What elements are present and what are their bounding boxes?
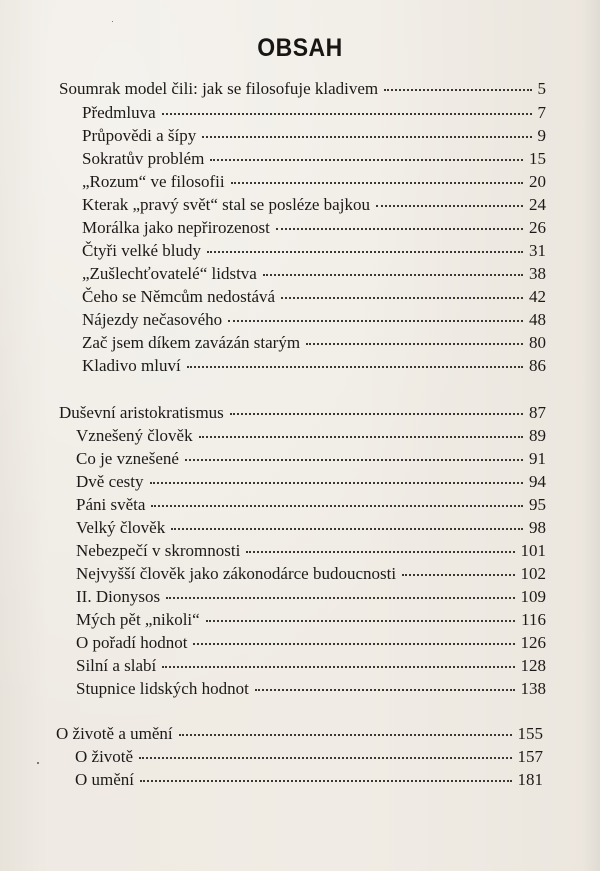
dot-leader [140,780,511,782]
toc-page-number: 87 [529,403,546,422]
toc-entry-title: Předmluva [82,103,156,122]
dot-leader [199,436,523,438]
dot-leader [255,689,515,691]
dot-leader [306,343,523,345]
toc-entry-title: Páni světa [76,495,146,514]
toc-entry [75,770,543,790]
toc-entry [76,472,546,492]
toc-page-number: 95 [529,495,546,514]
paper-speck [112,21,113,22]
toc-page-number: 101 [520,541,546,560]
dot-leader [402,574,514,576]
toc-page-number: 128 [520,656,546,675]
paper-speck [37,762,39,764]
toc-entry-title: Mých pět „nikoli“ [76,610,200,629]
toc-entry-title: „Zušlechťovatelé“ lidstva [82,264,257,283]
toc-entry [82,310,546,330]
toc-section-heading [59,403,546,423]
toc-entry [82,195,546,215]
dot-leader [263,274,523,276]
toc-entry [82,103,546,123]
toc-page-number: 116 [521,610,546,629]
dot-leader [193,643,514,645]
dot-leader [185,459,523,461]
toc-entry-title: Morálka jako nepřirozenost [82,218,270,237]
dot-leader [179,734,512,736]
toc-entry-title: Nejvyšší člověk jako zákonodárce budoucnosti [76,564,397,583]
toc-entry [82,356,546,376]
dot-leader [207,251,523,253]
toc-entry-title: „Rozum“ ve filosofii [82,172,225,191]
dot-leader [276,228,523,230]
toc-entry [76,633,546,653]
dot-leader [171,528,523,530]
toc-page-number: 42 [529,287,546,306]
toc-entry-title: Soumrak model čili: jak se filosofuje kladivem [59,79,379,98]
toc-page-number: 48 [529,310,546,329]
toc-entry-title: O umění [75,770,135,789]
toc-page-number: 138 [520,679,546,698]
toc-entry [76,656,546,676]
toc-entry-title: O životě [75,747,134,766]
toc-entry [76,518,546,538]
toc-entry-title: Nebezpečí v skromnosti [76,541,241,560]
toc-entry-title: Co je vznešené [76,449,179,468]
toc-page-number: 5 [537,79,546,98]
toc-entry-title: Duševní aristokratismus [59,403,224,422]
toc-page-number: 9 [537,126,546,145]
dot-leader [246,551,514,553]
toc-entry [82,264,546,284]
toc-entry-title: Čeho se Němcům nedostává [82,287,276,306]
toc-entry-title: Silní a slabí [76,656,157,675]
toc-page-number: 91 [529,449,546,468]
toc-entry-title: Dvě cesty [76,472,144,491]
toc-page-number: 15 [529,149,546,168]
dot-leader [150,482,523,484]
toc-page-number: 126 [520,633,546,652]
toc-entry [82,172,546,192]
dot-leader [231,182,523,184]
toc-entry [76,587,546,607]
toc-entry [82,149,546,169]
dot-leader [139,757,511,759]
toc-page-number: 102 [520,564,546,583]
toc-section-heading [56,724,543,744]
toc-page-number: 26 [529,218,546,237]
toc-entry-title: Stupnice lidských hodnot [76,679,249,698]
toc-page-number: 94 [529,472,546,491]
dot-leader [151,505,523,507]
toc-entry [76,541,546,561]
page-title: OBSAH [257,34,343,62]
toc-page-number: 181 [517,770,543,789]
dot-leader [210,159,523,161]
dot-leader [228,320,523,322]
toc-entry [76,426,546,446]
toc-page-number: 89 [529,426,546,445]
dot-leader [206,620,515,622]
toc-entry-title: Velký člověk [76,518,166,537]
toc-entry [82,241,546,261]
toc-entry-title: Průpovědi a šípy [82,126,197,145]
toc-page-number: 98 [529,518,546,537]
toc-page-number: 157 [517,747,543,766]
toc-entry-title: II. Dionysos [76,587,161,606]
toc-page-number: 7 [537,103,546,122]
toc-entry [76,610,546,630]
dot-leader [166,597,514,599]
toc-entry [75,747,543,767]
toc-entry-title: Zač jsem díkem zavázán starým [82,333,301,352]
toc-entry-title: Nájezdy nečasového [82,310,223,329]
toc-entry [76,495,546,515]
toc-entry [82,218,546,238]
toc-entry-title: Čtyři velké bludy [82,241,201,260]
toc-page-number: 20 [529,172,546,191]
toc-entry [76,449,546,469]
toc-entry [82,126,546,146]
toc-entry-title: Vznešený člověk [76,426,193,445]
toc-page-number: 109 [520,587,546,606]
toc-entry-title: Kladivo mluví [82,356,181,375]
toc-entry [76,679,546,699]
toc-page-number: 155 [517,724,543,743]
toc-entry-title: Kterak „pravý svět“ stal se posléze bajkou [82,195,370,214]
toc-page-number: 86 [529,356,546,375]
toc-entry-title: Sokratův problém [82,149,205,168]
dot-leader [162,113,532,115]
toc-entry-title: O pořadí hodnot [76,633,188,652]
toc-entry [76,564,546,584]
dot-leader [384,89,531,91]
dot-leader [162,666,514,668]
toc-page-number: 80 [529,333,546,352]
toc-entry [82,333,546,353]
dot-leader [376,205,523,207]
dot-leader [202,136,531,138]
toc-entry [82,287,546,307]
toc-entry-title: O životě a umění [56,724,173,743]
toc-page-number: 31 [529,241,546,260]
toc-page-number: 38 [529,264,546,283]
dot-leader [281,297,523,299]
toc-page-number: 24 [529,195,546,214]
toc-section-heading [59,79,546,99]
dot-leader [187,366,523,368]
dot-leader [230,413,523,415]
